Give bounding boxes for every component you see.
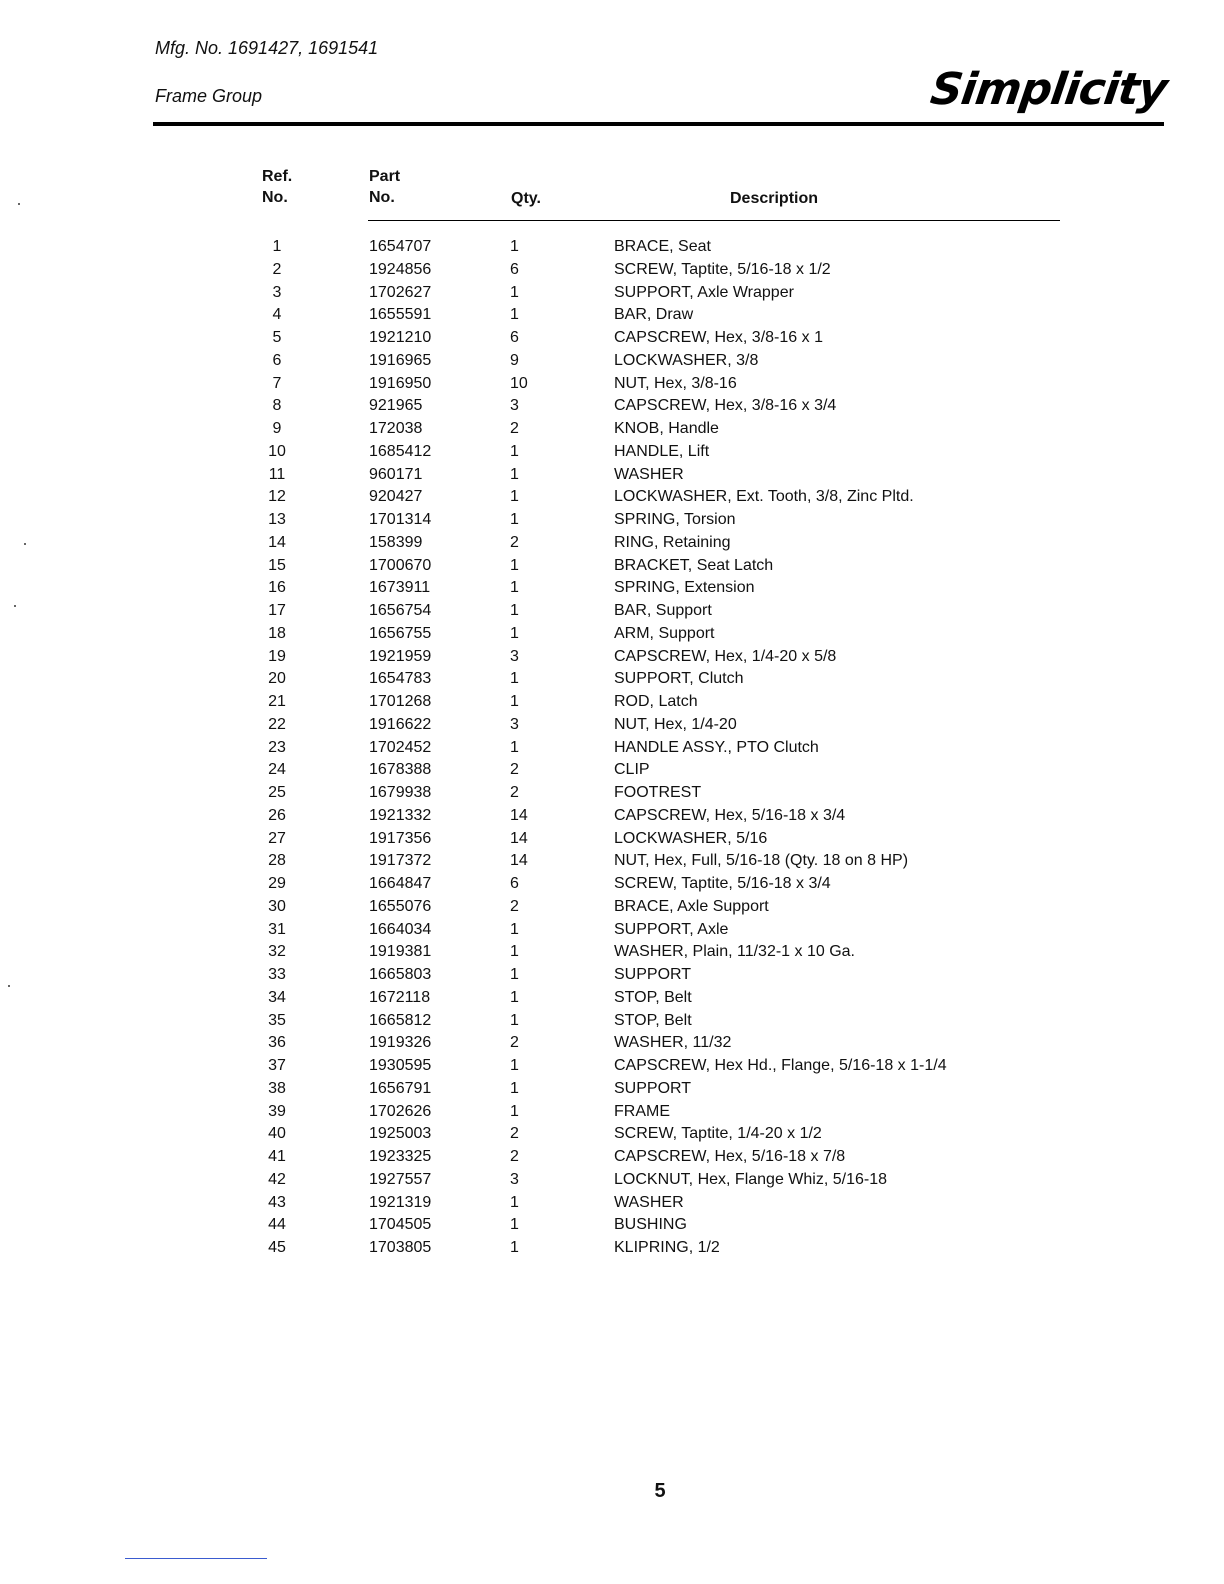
ref-cell: 18	[268, 624, 286, 642]
ref-cell: 2	[272, 260, 282, 278]
description-cell: HANDLE ASSY., PTO Clutch	[614, 738, 819, 756]
description-cell: SPRING, Torsion	[614, 511, 736, 528]
description-cell: STOP, Belt	[614, 1011, 692, 1029]
part-no-cell: 1921959	[369, 647, 432, 665]
description-cell: BRACE, Seat	[614, 238, 711, 255]
part-no-cell: 1664847	[369, 875, 432, 892]
ref-cell: 10	[268, 442, 286, 460]
group-title: Frame Group	[155, 86, 263, 106]
margin-mark	[14, 605, 16, 607]
qty-cell: 1	[510, 511, 519, 528]
part-no-cell: 1921319	[369, 1193, 432, 1211]
table-row	[0, 1055, 1224, 1078]
qty-cell: 6	[510, 875, 519, 892]
part-no-cell: 1923325	[369, 1148, 432, 1165]
part-no-cell: 1701314	[369, 511, 432, 528]
qty-cell: 6	[510, 260, 519, 278]
part-no-cell: 1679938	[369, 784, 432, 801]
part-no-cell: 1927557	[369, 1170, 432, 1188]
table-row	[0, 782, 1224, 805]
qty-cell: 3	[510, 1170, 519, 1188]
part-no-cell: 1700670	[369, 556, 432, 574]
part-no-cell: 1655591	[369, 306, 432, 324]
part-no-cell: 1702452	[369, 738, 432, 756]
ref-cell: 33	[268, 966, 286, 983]
ref-cell: 44	[268, 1216, 286, 1234]
ref-cell: 5	[272, 329, 282, 346]
table-row	[0, 964, 1224, 987]
table-row	[0, 327, 1224, 350]
part-no-cell: 921965	[369, 397, 423, 415]
qty-cell: 1	[510, 238, 519, 255]
qty-cell: 2	[510, 761, 519, 779]
table-row	[0, 759, 1224, 782]
table-row	[0, 828, 1224, 851]
description-cell: BUSHING	[614, 1216, 687, 1234]
description-cell: WASHER, 11/32	[614, 1034, 732, 1052]
table-row	[0, 1237, 1224, 1260]
ref-cell: 4	[272, 306, 282, 324]
qty-cell: 1	[510, 1057, 519, 1074]
ref-cell: 19	[268, 647, 286, 665]
description-cell: FOOTREST	[614, 784, 702, 801]
table-row	[0, 873, 1224, 896]
description-cell: SUPPORT	[614, 966, 692, 983]
part-no-cell: 1924856	[369, 260, 432, 278]
ref-cell: 25	[268, 784, 286, 801]
part-no-cell: 1673911	[369, 579, 431, 597]
qty-cell: 14	[510, 852, 528, 870]
qty-cell: 1	[510, 1102, 519, 1120]
table-row	[0, 691, 1224, 714]
description-cell: WASHER	[614, 465, 684, 483]
description-cell: HANDLE, Lift	[614, 442, 710, 460]
qty-cell: 3	[510, 647, 519, 665]
ref-cell: 35	[268, 1011, 286, 1029]
qty-cell: 2	[510, 784, 519, 801]
table-row	[0, 1146, 1224, 1169]
qty-cell: 1	[510, 283, 519, 301]
qty-cell: 1	[510, 920, 519, 938]
qty-cell: 1	[510, 488, 519, 506]
part-no-cell: 1921332	[369, 806, 432, 824]
qty-cell: 1	[510, 670, 519, 688]
part-no-cell: 1930595	[369, 1057, 432, 1074]
part-no-cell: 1656791	[369, 1079, 432, 1097]
part-no-cell: 1664034	[369, 920, 432, 938]
description-cell: CAPSCREW, Hex, 3/8-16 x 1	[614, 329, 823, 346]
description-cell: WASHER	[614, 1193, 684, 1211]
brand-logo: Simplicity	[927, 64, 1170, 115]
table-row	[0, 577, 1224, 600]
ref-cell: 32	[268, 943, 286, 961]
footer-link-line	[125, 1558, 267, 1559]
ref-cell: 15	[268, 556, 286, 574]
description-cell: BAR, Draw	[614, 306, 694, 324]
table-row	[0, 737, 1224, 760]
qty-cell: 1	[510, 1216, 519, 1234]
qty-cell: 1	[510, 602, 519, 619]
qty-cell: 1	[510, 306, 519, 324]
ref-cell: 40	[268, 1125, 286, 1143]
table-row	[0, 509, 1224, 532]
table-row	[0, 486, 1224, 509]
ref-cell: 45	[268, 1239, 286, 1256]
table-row	[0, 464, 1224, 487]
table-row	[0, 350, 1224, 373]
manufacturer-numbers: Mfg. No. 1691427, 1691541	[155, 38, 379, 58]
part-no-cell: 1916622	[369, 715, 432, 733]
part-no-cell: 1656754	[369, 602, 432, 619]
ref-cell: 29	[268, 875, 286, 892]
ref-cell: 8	[272, 397, 282, 415]
qty-cell: 3	[510, 715, 519, 733]
part-no-cell: 1655076	[369, 897, 432, 915]
description-cell: WASHER, Plain, 11/32-1 x 10 Ga.	[614, 943, 855, 961]
part-no-cell: 1654707	[369, 238, 432, 255]
part-no-cell: 1665803	[369, 966, 432, 983]
part-no-cell: 1701268	[369, 693, 432, 710]
part-no-cell: 920427	[369, 488, 423, 506]
ref-cell: 17	[268, 602, 286, 619]
description-cell: BRACKET, Seat Latch	[614, 556, 774, 574]
ref-cell: 34	[268, 988, 286, 1006]
header-underline	[368, 220, 1060, 221]
table-row	[0, 600, 1224, 623]
table-row	[0, 532, 1224, 555]
qty-cell: 9	[510, 351, 519, 369]
qty-cell: 1	[510, 693, 519, 710]
description-cell: LOCKNUT, Hex, Flange Whiz, 5/16-18	[614, 1170, 887, 1188]
description-cell: NUT, Hex, 3/8-16	[614, 374, 737, 392]
description-cell: BAR, Support	[614, 602, 712, 619]
qty-cell: 1	[510, 1193, 519, 1211]
table-row	[0, 1010, 1224, 1033]
description-cell: FRAME	[614, 1102, 670, 1120]
table-row	[0, 1101, 1224, 1124]
description-cell: CAPSCREW, Hex, 1/4-20 x 5/8	[614, 647, 837, 665]
description-cell: KLIPRING, 1/2	[614, 1239, 720, 1256]
description-cell: SUPPORT	[614, 1079, 692, 1097]
table-row	[0, 646, 1224, 669]
qty-cell: 14	[510, 806, 528, 824]
qty-cell: 1	[510, 624, 519, 642]
description-cell: SCREW, Taptite, 5/16-18 x 3/4	[614, 875, 831, 892]
ref-cell: 13	[268, 511, 286, 528]
part-no-cell: 1919381	[369, 943, 432, 961]
qty-cell: 2	[510, 1034, 519, 1052]
part-no-cell: 1703805	[369, 1239, 432, 1256]
table-row	[0, 805, 1224, 828]
description-cell: NUT, Hex, 1/4-20	[614, 715, 737, 733]
ref-cell: 11	[268, 465, 286, 483]
qty-cell: 2	[510, 1125, 519, 1143]
description-cell: STOP, Belt	[614, 988, 692, 1006]
qty-cell: 1	[510, 1011, 519, 1029]
header-part-no: Part No.	[369, 168, 401, 206]
part-no-cell: 1704505	[369, 1216, 432, 1234]
table-row	[0, 919, 1224, 942]
description-cell: SCREW, Taptite, 5/16-18 x 1/2	[614, 260, 831, 278]
description-cell: SUPPORT, Clutch	[614, 670, 744, 688]
part-no-cell: 1678388	[369, 761, 432, 779]
part-no-cell: 1654783	[369, 670, 432, 688]
qty-cell: 1	[510, 1079, 519, 1097]
table-row	[0, 304, 1224, 327]
table-row	[0, 1214, 1224, 1237]
description-cell: SUPPORT, Axle Wrapper	[614, 283, 794, 301]
description-cell: NUT, Hex, Full, 5/16-18 (Qty. 18 on 8 HP)	[614, 852, 909, 870]
qty-cell: 1	[510, 943, 519, 961]
ref-cell: 43	[268, 1193, 286, 1211]
qty-cell: 1	[510, 442, 519, 460]
qty-cell: 1	[510, 988, 519, 1006]
part-no-cell: 1656755	[369, 624, 432, 642]
table-row	[0, 236, 1224, 259]
header-qty: Qty.	[511, 190, 541, 207]
part-no-cell: 1665812	[369, 1011, 432, 1029]
ref-cell: 9	[272, 420, 282, 437]
ref-cell: 24	[268, 761, 286, 779]
table-row	[0, 282, 1224, 305]
ref-cell: 12	[268, 488, 286, 506]
ref-cell: 27	[268, 829, 286, 847]
ref-cell: 28	[268, 852, 286, 870]
qty-cell: 1	[510, 556, 519, 574]
qty-cell: 1	[510, 738, 519, 756]
ref-cell: 42	[268, 1170, 286, 1188]
description-cell: LOCKWASHER, 5/16	[614, 829, 768, 847]
table-row	[0, 1169, 1224, 1192]
part-no-cell: 1702627	[369, 283, 432, 301]
ref-cell: 20	[268, 670, 286, 688]
ref-cell: 23	[268, 738, 286, 756]
description-cell: SUPPORT, Axle	[614, 920, 729, 938]
ref-cell: 37	[268, 1057, 286, 1074]
description-cell: SCREW, Taptite, 1/4-20 x 1/2	[614, 1125, 822, 1143]
ref-cell: 21	[268, 693, 286, 710]
header-divider	[153, 122, 1164, 126]
part-no-cell: 1917372	[369, 852, 432, 870]
part-no-cell: 1917356	[369, 829, 432, 847]
description-cell: LOCKWASHER, Ext. Tooth, 3/8, Zinc Pltd.	[614, 488, 914, 506]
ref-cell: 30	[268, 897, 286, 915]
table-row	[0, 555, 1224, 578]
qty-cell: 2	[510, 420, 519, 437]
qty-cell: 1	[510, 465, 519, 483]
part-no-cell: 1916965	[369, 351, 432, 369]
ref-cell: 1	[272, 238, 282, 255]
table-row	[0, 987, 1224, 1010]
header-ref-no: Ref. No.	[262, 168, 293, 206]
ref-cell: 14	[268, 533, 286, 551]
part-no-cell: 1921210	[369, 329, 432, 346]
description-cell: CLIP	[614, 761, 650, 779]
ref-cell: 26	[268, 806, 286, 824]
description-cell: LOCKWASHER, 3/8	[614, 351, 759, 369]
part-no-cell: 172038	[369, 420, 423, 437]
description-cell: KNOB, Handle	[614, 420, 719, 437]
ref-cell: 22	[268, 715, 286, 733]
description-cell: CAPSCREW, Hex Hd., Flange, 5/16-18 x 1-1/4	[614, 1057, 947, 1074]
description-cell: ROD, Latch	[614, 693, 698, 710]
part-no-cell: 1919326	[369, 1034, 432, 1052]
part-no-cell: 1925003	[369, 1125, 432, 1143]
table-row	[0, 395, 1224, 418]
ref-cell: 41	[268, 1148, 286, 1165]
table-row	[0, 941, 1224, 964]
table-header	[0, 166, 1224, 222]
description-cell: SPRING, Extension	[614, 579, 755, 597]
table-row	[0, 896, 1224, 919]
table-row	[0, 623, 1224, 646]
qty-cell: 10	[510, 374, 528, 392]
table-row	[0, 668, 1224, 691]
qty-cell: 2	[510, 1148, 519, 1165]
ref-cell: 6	[272, 351, 282, 369]
table-row	[0, 418, 1224, 441]
qty-cell: 1	[510, 966, 519, 983]
qty-cell: 14	[510, 829, 528, 847]
description-cell: ARM, Support	[614, 624, 715, 642]
part-no-cell: 1672118	[369, 988, 431, 1006]
page-number: 5	[654, 1480, 666, 1502]
description-cell: CAPSCREW, Hex, 5/16-18 x 3/4	[614, 806, 846, 824]
table-row	[0, 1032, 1224, 1055]
ref-cell: 7	[272, 374, 282, 392]
description-cell: CAPSCREW, Hex, 5/16-18 x 7/8	[614, 1148, 846, 1165]
ref-cell: 38	[268, 1079, 286, 1097]
table-row	[0, 1078, 1224, 1101]
part-no-cell: 1702626	[369, 1102, 432, 1120]
part-no-cell: 1916950	[369, 374, 432, 392]
table-row	[0, 1192, 1224, 1215]
description-cell: RING, Retaining	[614, 533, 731, 551]
qty-cell: 6	[510, 329, 519, 346]
part-no-cell: 1685412	[369, 442, 432, 460]
part-no-cell: 158399	[369, 533, 423, 551]
qty-cell: 1	[510, 579, 519, 597]
margin-mark	[18, 203, 20, 205]
description-cell: CAPSCREW, Hex, 3/8-16 x 3/4	[614, 397, 837, 415]
table-row	[0, 259, 1224, 282]
part-no-cell: 960171	[369, 465, 423, 483]
table-row	[0, 1123, 1224, 1146]
description-cell: BRACE, Axle Support	[614, 897, 769, 915]
ref-cell: 16	[268, 579, 286, 597]
qty-cell: 2	[510, 897, 519, 915]
margin-mark	[8, 985, 10, 987]
margin-mark	[24, 543, 26, 545]
qty-cell: 1	[510, 1239, 519, 1256]
parts-table-body	[0, 236, 1224, 1260]
ref-cell: 36	[268, 1034, 286, 1052]
header-description: Description	[730, 190, 819, 207]
qty-cell: 3	[510, 397, 519, 415]
ref-cell: 39	[268, 1102, 286, 1120]
table-row	[0, 850, 1224, 873]
qty-cell: 2	[510, 533, 519, 551]
ref-cell: 3	[272, 283, 282, 301]
table-row	[0, 714, 1224, 737]
table-row	[0, 441, 1224, 464]
table-row	[0, 373, 1224, 396]
ref-cell: 31	[268, 920, 286, 938]
